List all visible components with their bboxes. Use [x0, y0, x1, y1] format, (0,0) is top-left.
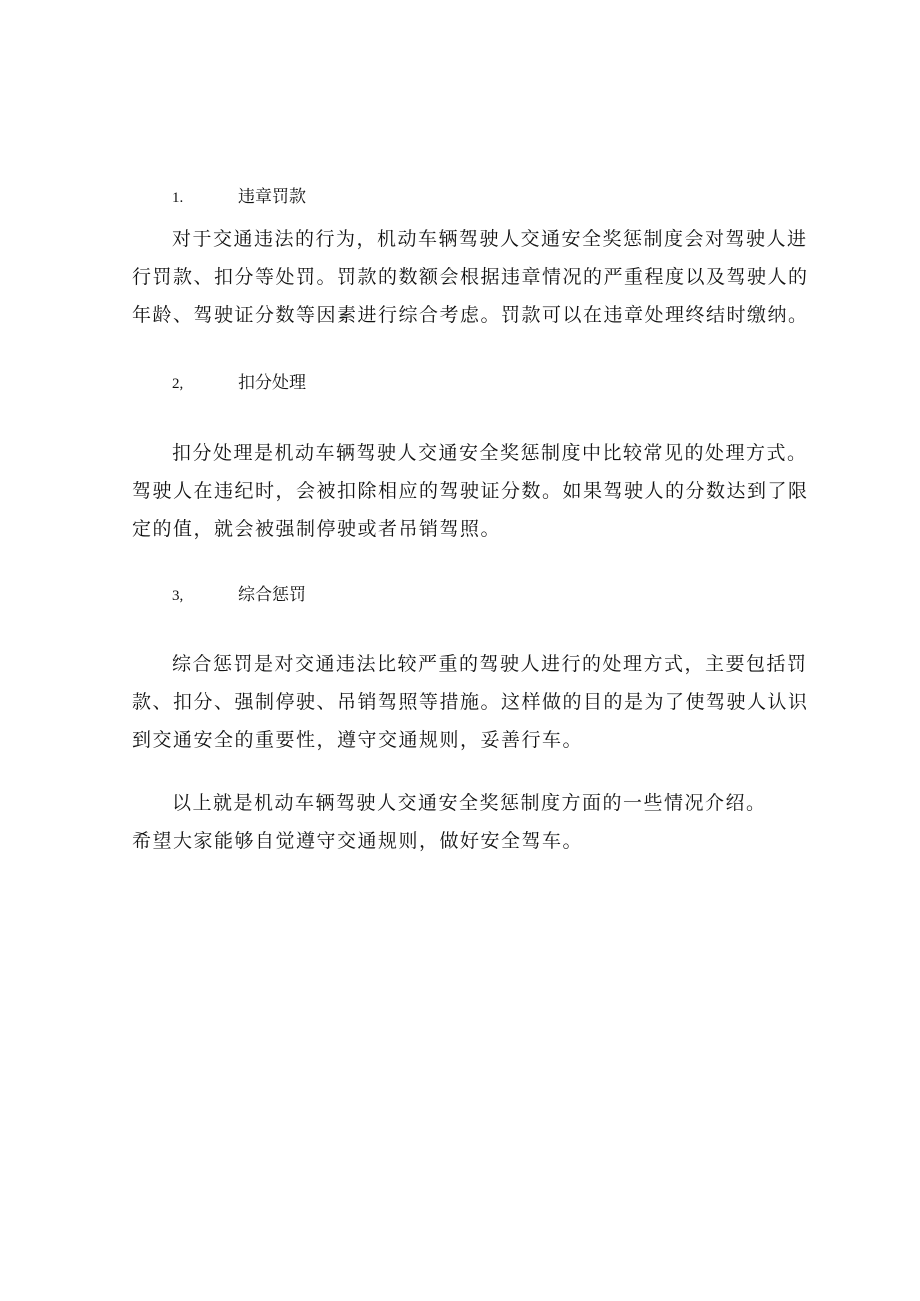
- paragraph-line: 以上就是机动车辆驾驶人交通安全奖惩制度方面的一些情况介绍。: [172, 792, 767, 814]
- section-paragraph-3: [132, 645, 812, 759]
- paragraph-line: 扣分处理是机动车辆驾驶人交通安全奖惩制度中比较常见的处理方式。: [172, 442, 808, 464]
- paragraph-line: 到交通安全的重要性，遵守交通规则，妥善行车。: [132, 729, 584, 751]
- paragraph-line: 对于交通违法的行为，机动车辆驾驶人交通安全奖惩制度会对驾驶人进: [172, 228, 808, 250]
- section-number-2: 2,: [172, 376, 184, 392]
- section-number-3: 3,: [172, 588, 184, 604]
- paragraph-line: 希望大家能够自觉遵守交通规则，做好安全驾车。: [132, 830, 584, 852]
- paragraph-line: 驾驶人在违纪时，会被扣除相应的驾驶证分数。如果驾驶人的分数达到了限: [132, 480, 809, 502]
- section-paragraph-1: [132, 220, 812, 334]
- conclusion-paragraph: [132, 784, 812, 860]
- section-paragraph-2: [132, 434, 812, 548]
- section-title-2: 扣分处理: [238, 373, 306, 393]
- section-number-1: 1.: [172, 190, 184, 206]
- paragraph-line: 年龄、驾驶证分数等因素进行综合考虑。罚款可以在违章处理终结时缴纳。: [132, 304, 809, 326]
- section-heading-2: [172, 368, 306, 398]
- section-title-3: 综合惩罚: [238, 585, 306, 605]
- section-heading-1: [172, 182, 306, 212]
- section-title-1: 违章罚款: [238, 187, 306, 207]
- paragraph-line: 综合惩罚是对交通违法比较严重的驾驶人进行的处理方式，主要包括罚: [172, 653, 808, 675]
- section-heading-3: [172, 580, 306, 610]
- paragraph-line: 款、扣分、强制停驶、吊销驾照等措施。这样做的目的是为了使驾驶人认识: [132, 691, 809, 713]
- paragraph-line: 行罚款、扣分等处罚。罚款的数额会根据违章情况的严重程度以及驾驶人的: [132, 266, 809, 288]
- paragraph-line: 定的值，就会被强制停驶或者吊销驾照。: [132, 518, 502, 540]
